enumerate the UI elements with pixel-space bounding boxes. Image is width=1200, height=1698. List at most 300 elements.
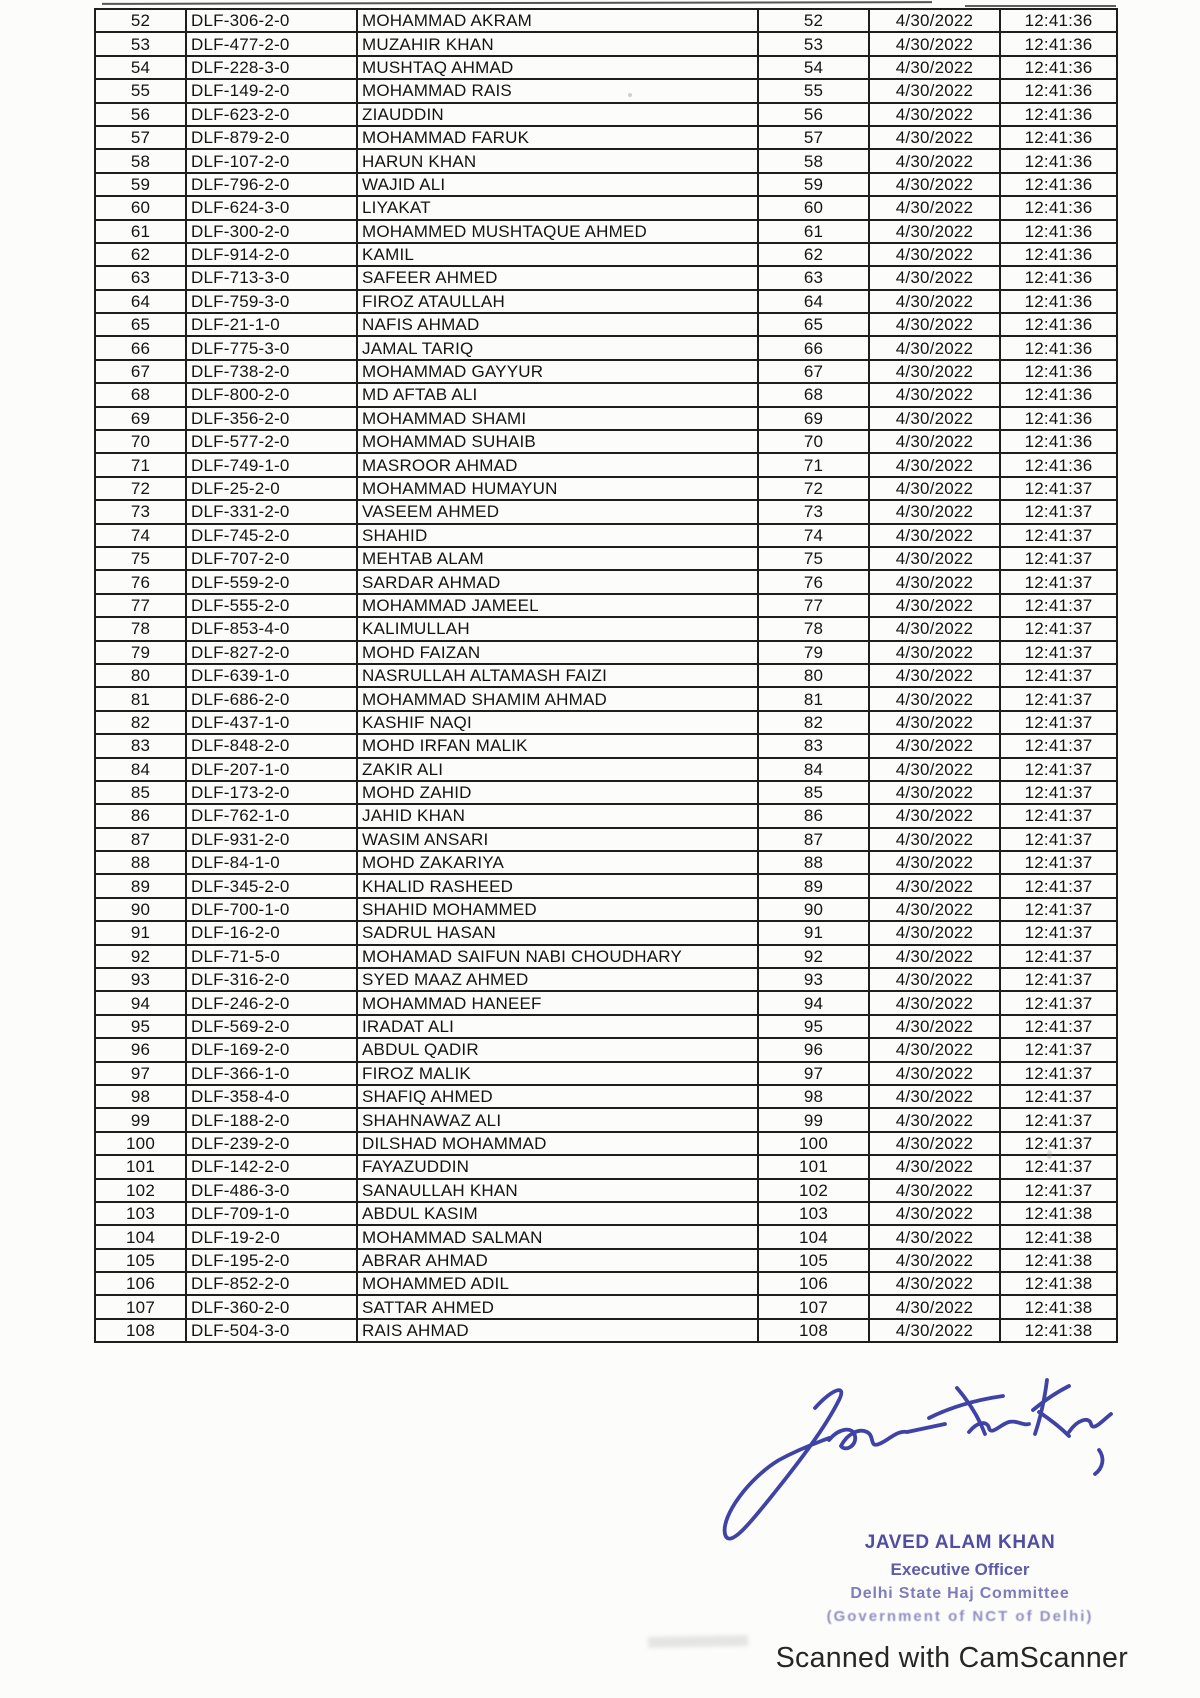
- dlf-code-cell: DLF-486-3-0: [186, 1179, 357, 1202]
- row-number-cell: 89: [95, 874, 186, 897]
- dlf-code-cell: DLF-504-3-0: [186, 1319, 357, 1342]
- table-row: [95, 594, 1117, 617]
- date-cell: 4/30/2022: [869, 594, 1000, 617]
- serial-cell: 108: [758, 1319, 869, 1342]
- row-number-cell: 105: [95, 1249, 186, 1272]
- name-cell: WAJID ALI: [357, 173, 758, 196]
- row-number-cell: 77: [95, 594, 186, 617]
- date-cell: 4/30/2022: [869, 1319, 1000, 1342]
- time-cell: 12:41:36: [1000, 383, 1117, 406]
- row-number-cell: 94: [95, 991, 186, 1014]
- time-cell: 12:41:36: [1000, 290, 1117, 313]
- serial-cell: 52: [758, 9, 869, 32]
- dlf-code-cell: DLF-713-3-0: [186, 266, 357, 289]
- dlf-code-cell: DLF-360-2-0: [186, 1295, 357, 1318]
- row-number-cell: 88: [95, 851, 186, 874]
- row-number-cell: 52: [95, 9, 186, 32]
- name-cell: KHALID RASHEED: [357, 874, 758, 897]
- time-cell: 12:41:36: [1000, 149, 1117, 172]
- serial-cell: 78: [758, 617, 869, 640]
- time-cell: 12:41:37: [1000, 758, 1117, 781]
- records-table: [94, 8, 1118, 1343]
- name-cell: MOHAMMED ADIL: [357, 1272, 758, 1295]
- serial-cell: 84: [758, 758, 869, 781]
- table-row: [95, 758, 1117, 781]
- serial-cell: 105: [758, 1249, 869, 1272]
- table-row: [95, 1295, 1117, 1318]
- date-cell: 4/30/2022: [869, 383, 1000, 406]
- name-cell: IRADAT ALI: [357, 1015, 758, 1038]
- date-cell: 4/30/2022: [869, 1272, 1000, 1295]
- table-row: [95, 149, 1117, 172]
- serial-cell: 55: [758, 79, 869, 102]
- time-cell: 12:41:36: [1000, 196, 1117, 219]
- time-cell: 12:41:37: [1000, 641, 1117, 664]
- name-cell: MOHD ZAHID: [357, 781, 758, 804]
- time-cell: 12:41:36: [1000, 313, 1117, 336]
- time-cell: 12:41:37: [1000, 500, 1117, 523]
- dlf-code-cell: DLF-853-4-0: [186, 617, 357, 640]
- time-cell: 12:41:37: [1000, 594, 1117, 617]
- date-cell: 4/30/2022: [869, 991, 1000, 1014]
- date-cell: 4/30/2022: [869, 617, 1000, 640]
- serial-cell: 82: [758, 711, 869, 734]
- name-cell: MOHAMMAD HUMAYUN: [357, 477, 758, 500]
- dlf-code-cell: DLF-624-3-0: [186, 196, 357, 219]
- date-cell: 4/30/2022: [869, 945, 1000, 968]
- time-cell: 12:41:37: [1000, 477, 1117, 500]
- table-row: [95, 547, 1117, 570]
- name-cell: FIROZ MALIK: [357, 1062, 758, 1085]
- date-cell: 4/30/2022: [869, 1225, 1000, 1248]
- time-cell: 12:41:38: [1000, 1295, 1117, 1318]
- row-number-cell: 101: [95, 1155, 186, 1178]
- serial-cell: 76: [758, 570, 869, 593]
- serial-cell: 57: [758, 126, 869, 149]
- name-cell: WASIM ANSARI: [357, 828, 758, 851]
- serial-cell: 72: [758, 477, 869, 500]
- date-cell: 4/30/2022: [869, 664, 1000, 687]
- table-row: [95, 570, 1117, 593]
- serial-cell: 62: [758, 243, 869, 266]
- dlf-code-cell: DLF-188-2-0: [186, 1108, 357, 1131]
- date-cell: 4/30/2022: [869, 804, 1000, 827]
- table-row: [95, 641, 1117, 664]
- time-cell: 12:41:36: [1000, 173, 1117, 196]
- row-number-cell: 74: [95, 524, 186, 547]
- name-cell: MASROOR AHMAD: [357, 453, 758, 476]
- date-cell: 4/30/2022: [869, 173, 1000, 196]
- name-cell: MOHD FAIZAN: [357, 641, 758, 664]
- time-cell: 12:41:37: [1000, 687, 1117, 710]
- time-cell: 12:41:37: [1000, 547, 1117, 570]
- time-cell: 12:41:36: [1000, 220, 1117, 243]
- time-cell: 12:41:38: [1000, 1319, 1117, 1342]
- name-cell: MOHAMMAD RAIS: [357, 79, 758, 102]
- date-cell: 4/30/2022: [869, 1132, 1000, 1155]
- dlf-code-cell: DLF-686-2-0: [186, 687, 357, 710]
- row-number-cell: 78: [95, 617, 186, 640]
- time-cell: 12:41:37: [1000, 874, 1117, 897]
- table-row: [95, 687, 1117, 710]
- time-cell: 12:41:37: [1000, 1155, 1117, 1178]
- date-cell: 4/30/2022: [869, 711, 1000, 734]
- row-number-cell: 58: [95, 149, 186, 172]
- dlf-code-cell: DLF-331-2-0: [186, 500, 357, 523]
- serial-cell: 86: [758, 804, 869, 827]
- time-cell: 12:41:37: [1000, 851, 1117, 874]
- serial-cell: 83: [758, 734, 869, 757]
- row-number-cell: 69: [95, 407, 186, 430]
- table-row: [95, 453, 1117, 476]
- dlf-code-cell: DLF-639-1-0: [186, 664, 357, 687]
- date-cell: 4/30/2022: [869, 1179, 1000, 1202]
- date-cell: 4/30/2022: [869, 126, 1000, 149]
- time-cell: 12:41:36: [1000, 407, 1117, 430]
- name-cell: MOHAMMAD SHAMI: [357, 407, 758, 430]
- name-cell: MD AFTAB ALI: [357, 383, 758, 406]
- table-row: [95, 266, 1117, 289]
- time-cell: 12:41:37: [1000, 617, 1117, 640]
- time-cell: 12:41:37: [1000, 1015, 1117, 1038]
- row-number-cell: 60: [95, 196, 186, 219]
- name-cell: MOHAMMAD JAMEEL: [357, 594, 758, 617]
- time-cell: 12:41:37: [1000, 1038, 1117, 1061]
- serial-cell: 88: [758, 851, 869, 874]
- name-cell: JAMAL TARIQ: [357, 336, 758, 359]
- dlf-code-cell: DLF-749-1-0: [186, 453, 357, 476]
- name-cell: KAMIL: [357, 243, 758, 266]
- dlf-code-cell: DLF-569-2-0: [186, 1015, 357, 1038]
- row-number-cell: 66: [95, 336, 186, 359]
- date-cell: 4/30/2022: [869, 220, 1000, 243]
- serial-cell: 106: [758, 1272, 869, 1295]
- serial-cell: 95: [758, 1015, 869, 1038]
- serial-cell: 99: [758, 1108, 869, 1131]
- row-number-cell: 57: [95, 126, 186, 149]
- table-row: [95, 1038, 1117, 1061]
- row-number-cell: 87: [95, 828, 186, 851]
- dlf-code-cell: DLF-879-2-0: [186, 126, 357, 149]
- time-cell: 12:41:37: [1000, 781, 1117, 804]
- serial-cell: 89: [758, 874, 869, 897]
- table-row: [95, 968, 1117, 991]
- row-number-cell: 63: [95, 266, 186, 289]
- date-cell: 4/30/2022: [869, 1015, 1000, 1038]
- name-cell: MOHAMMAD SUHAIB: [357, 430, 758, 453]
- serial-cell: 96: [758, 1038, 869, 1061]
- row-number-cell: 102: [95, 1179, 186, 1202]
- row-number-cell: 93: [95, 968, 186, 991]
- table-row: [95, 243, 1117, 266]
- table-row: [95, 874, 1117, 897]
- time-cell: 12:41:36: [1000, 336, 1117, 359]
- name-cell: LIYAKAT: [357, 196, 758, 219]
- table-row: [95, 1272, 1117, 1295]
- date-cell: 4/30/2022: [869, 1062, 1000, 1085]
- table-row: [95, 1085, 1117, 1108]
- time-cell: 12:41:37: [1000, 711, 1117, 734]
- row-number-cell: 53: [95, 32, 186, 55]
- serial-cell: 92: [758, 945, 869, 968]
- date-cell: 4/30/2022: [869, 1202, 1000, 1225]
- stamp-officer-name: JAVED ALAM KHAN: [864, 1532, 1056, 1553]
- table-row: [95, 991, 1117, 1014]
- scan-artifact-line: [102, 1, 932, 5]
- row-number-cell: 96: [95, 1038, 186, 1061]
- table-row: [95, 1319, 1117, 1342]
- name-cell: ZAKIR ALI: [357, 758, 758, 781]
- serial-cell: 68: [758, 383, 869, 406]
- dlf-code-cell: DLF-169-2-0: [186, 1038, 357, 1061]
- date-cell: 4/30/2022: [869, 266, 1000, 289]
- time-cell: 12:41:37: [1000, 921, 1117, 944]
- dlf-code-cell: DLF-555-2-0: [186, 594, 357, 617]
- serial-cell: 91: [758, 921, 869, 944]
- table-row: [95, 945, 1117, 968]
- name-cell: HARUN KHAN: [357, 149, 758, 172]
- name-cell: NAFIS AHMAD: [357, 313, 758, 336]
- date-cell: 4/30/2022: [869, 290, 1000, 313]
- serial-cell: 65: [758, 313, 869, 336]
- table-row: [95, 196, 1117, 219]
- time-cell: 12:41:36: [1000, 266, 1117, 289]
- name-cell: RAIS AHMAD: [357, 1319, 758, 1342]
- name-cell: MEHTAB ALAM: [357, 547, 758, 570]
- dlf-code-cell: DLF-437-1-0: [186, 711, 357, 734]
- name-cell: MUZAHIR KHAN: [357, 32, 758, 55]
- row-number-cell: 108: [95, 1319, 186, 1342]
- table-row: [95, 664, 1117, 687]
- date-cell: 4/30/2022: [869, 921, 1000, 944]
- time-cell: 12:41:36: [1000, 32, 1117, 55]
- time-cell: 12:41:36: [1000, 79, 1117, 102]
- dlf-code-cell: DLF-239-2-0: [186, 1132, 357, 1155]
- row-number-cell: 85: [95, 781, 186, 804]
- row-number-cell: 65: [95, 313, 186, 336]
- date-cell: 4/30/2022: [869, 477, 1000, 500]
- date-cell: 4/30/2022: [869, 79, 1000, 102]
- time-cell: 12:41:36: [1000, 360, 1117, 383]
- table-row: [95, 430, 1117, 453]
- serial-cell: 69: [758, 407, 869, 430]
- name-cell: SHAHNAWAZ ALI: [357, 1108, 758, 1131]
- serial-cell: 54: [758, 56, 869, 79]
- date-cell: 4/30/2022: [869, 500, 1000, 523]
- records-table-body: [95, 9, 1117, 1342]
- date-cell: 4/30/2022: [869, 196, 1000, 219]
- dlf-code-cell: DLF-356-2-0: [186, 407, 357, 430]
- row-number-cell: 99: [95, 1108, 186, 1131]
- signature-strokes: [725, 1380, 1111, 1539]
- scan-speck: [628, 93, 632, 97]
- time-cell: 12:41:38: [1000, 1272, 1117, 1295]
- row-number-cell: 98: [95, 1085, 186, 1108]
- table-row: [95, 32, 1117, 55]
- dlf-code-cell: DLF-84-1-0: [186, 851, 357, 874]
- time-cell: 12:41:37: [1000, 898, 1117, 921]
- dlf-code-cell: DLF-306-2-0: [186, 9, 357, 32]
- dlf-code-cell: DLF-852-2-0: [186, 1272, 357, 1295]
- date-cell: 4/30/2022: [869, 1155, 1000, 1178]
- dlf-code-cell: DLF-738-2-0: [186, 360, 357, 383]
- dlf-code-cell: DLF-796-2-0: [186, 173, 357, 196]
- date-cell: 4/30/2022: [869, 149, 1000, 172]
- table-row: [95, 477, 1117, 500]
- date-cell: 4/30/2022: [869, 1249, 1000, 1272]
- name-cell: VASEEM AHMED: [357, 500, 758, 523]
- serial-cell: 61: [758, 220, 869, 243]
- serial-cell: 58: [758, 149, 869, 172]
- table-row: [95, 1108, 1117, 1131]
- table-row: [95, 921, 1117, 944]
- row-number-cell: 73: [95, 500, 186, 523]
- time-cell: 12:41:38: [1000, 1225, 1117, 1248]
- date-cell: 4/30/2022: [869, 313, 1000, 336]
- row-number-cell: 76: [95, 570, 186, 593]
- row-number-cell: 90: [95, 898, 186, 921]
- row-number-cell: 61: [95, 220, 186, 243]
- serial-cell: 97: [758, 1062, 869, 1085]
- serial-cell: 63: [758, 266, 869, 289]
- name-cell: SHAHID: [357, 524, 758, 547]
- name-cell: SATTAR AHMED: [357, 1295, 758, 1318]
- time-cell: 12:41:36: [1000, 103, 1117, 126]
- dlf-code-cell: DLF-228-3-0: [186, 56, 357, 79]
- date-cell: 4/30/2022: [869, 570, 1000, 593]
- date-cell: 4/30/2022: [869, 734, 1000, 757]
- dlf-code-cell: DLF-149-2-0: [186, 79, 357, 102]
- time-cell: 12:41:36: [1000, 9, 1117, 32]
- table-row: [95, 360, 1117, 383]
- table-row: [95, 313, 1117, 336]
- name-cell: FAYAZUDDIN: [357, 1155, 758, 1178]
- time-cell: 12:41:36: [1000, 126, 1117, 149]
- time-cell: 12:41:36: [1000, 243, 1117, 266]
- date-cell: 4/30/2022: [869, 1038, 1000, 1061]
- time-cell: 12:41:37: [1000, 945, 1117, 968]
- time-cell: 12:41:37: [1000, 968, 1117, 991]
- serial-cell: 100: [758, 1132, 869, 1155]
- serial-cell: 102: [758, 1179, 869, 1202]
- dlf-code-cell: DLF-577-2-0: [186, 430, 357, 453]
- row-number-cell: 100: [95, 1132, 186, 1155]
- serial-cell: 70: [758, 430, 869, 453]
- dlf-code-cell: DLF-914-2-0: [186, 243, 357, 266]
- date-cell: 4/30/2022: [869, 453, 1000, 476]
- serial-cell: 60: [758, 196, 869, 219]
- table-row: [95, 1015, 1117, 1038]
- serial-cell: 53: [758, 32, 869, 55]
- table-row: [95, 126, 1117, 149]
- row-number-cell: 81: [95, 687, 186, 710]
- row-number-cell: 103: [95, 1202, 186, 1225]
- name-cell: MOHAMMAD FARUK: [357, 126, 758, 149]
- dlf-code-cell: DLF-775-3-0: [186, 336, 357, 359]
- table-row: [95, 1225, 1117, 1248]
- table-row: [95, 500, 1117, 523]
- date-cell: 4/30/2022: [869, 9, 1000, 32]
- dlf-code-cell: DLF-173-2-0: [186, 781, 357, 804]
- row-number-cell: 55: [95, 79, 186, 102]
- serial-cell: 101: [758, 1155, 869, 1178]
- time-cell: 12:41:37: [1000, 664, 1117, 687]
- dlf-code-cell: DLF-21-1-0: [186, 313, 357, 336]
- row-number-cell: 91: [95, 921, 186, 944]
- table-row: [95, 336, 1117, 359]
- dlf-code-cell: DLF-345-2-0: [186, 874, 357, 897]
- date-cell: 4/30/2022: [869, 1108, 1000, 1131]
- name-cell: JAHID KHAN: [357, 804, 758, 827]
- scan-speck: [1047, 1150, 1052, 1159]
- serial-cell: 104: [758, 1225, 869, 1248]
- table-row: [95, 524, 1117, 547]
- date-cell: 4/30/2022: [869, 430, 1000, 453]
- serial-cell: 73: [758, 500, 869, 523]
- serial-cell: 75: [758, 547, 869, 570]
- serial-cell: 64: [758, 290, 869, 313]
- time-cell: 12:41:37: [1000, 991, 1117, 1014]
- table-row: [95, 781, 1117, 804]
- table-row: [95, 851, 1117, 874]
- dlf-code-cell: DLF-300-2-0: [186, 220, 357, 243]
- dlf-code-cell: DLF-800-2-0: [186, 383, 357, 406]
- table-row: [95, 804, 1117, 827]
- dlf-code-cell: DLF-195-2-0: [186, 1249, 357, 1272]
- name-cell: MOHAMMAD SALMAN: [357, 1225, 758, 1248]
- table-row: [95, 1132, 1117, 1155]
- dlf-code-cell: DLF-142-2-0: [186, 1155, 357, 1178]
- date-cell: 4/30/2022: [869, 103, 1000, 126]
- time-cell: 12:41:37: [1000, 734, 1117, 757]
- name-cell: FIROZ ATAULLAH: [357, 290, 758, 313]
- camscanner-watermark: Scanned with CamScanner: [775, 1642, 1128, 1674]
- dlf-code-cell: DLF-848-2-0: [186, 734, 357, 757]
- table-row: [95, 898, 1117, 921]
- dlf-code-cell: DLF-931-2-0: [186, 828, 357, 851]
- time-cell: 12:41:37: [1000, 804, 1117, 827]
- date-cell: 4/30/2022: [869, 781, 1000, 804]
- serial-cell: 107: [758, 1295, 869, 1318]
- dlf-code-cell: DLF-707-2-0: [186, 547, 357, 570]
- serial-cell: 93: [758, 968, 869, 991]
- dlf-code-cell: DLF-316-2-0: [186, 968, 357, 991]
- row-number-cell: 80: [95, 664, 186, 687]
- date-cell: 4/30/2022: [869, 758, 1000, 781]
- serial-cell: 67: [758, 360, 869, 383]
- row-number-cell: 70: [95, 430, 186, 453]
- serial-cell: 59: [758, 173, 869, 196]
- row-number-cell: 83: [95, 734, 186, 757]
- row-number-cell: 92: [95, 945, 186, 968]
- stamp-org-line1: Delhi State Haj Committee: [850, 1585, 1070, 1602]
- row-number-cell: 84: [95, 758, 186, 781]
- date-cell: 4/30/2022: [869, 898, 1000, 921]
- serial-cell: 98: [758, 1085, 869, 1108]
- dlf-code-cell: DLF-709-1-0: [186, 1202, 357, 1225]
- row-number-cell: 104: [95, 1225, 186, 1248]
- dlf-code-cell: DLF-358-4-0: [186, 1085, 357, 1108]
- name-cell: SANAULLAH KHAN: [357, 1179, 758, 1202]
- dlf-code-cell: DLF-246-2-0: [186, 991, 357, 1014]
- serial-cell: 71: [758, 453, 869, 476]
- time-cell: 12:41:38: [1000, 1249, 1117, 1272]
- dlf-code-cell: DLF-745-2-0: [186, 524, 357, 547]
- table-row: [95, 1179, 1117, 1202]
- serial-cell: 87: [758, 828, 869, 851]
- time-cell: 12:41:37: [1000, 570, 1117, 593]
- name-cell: SAFEER AHMED: [357, 266, 758, 289]
